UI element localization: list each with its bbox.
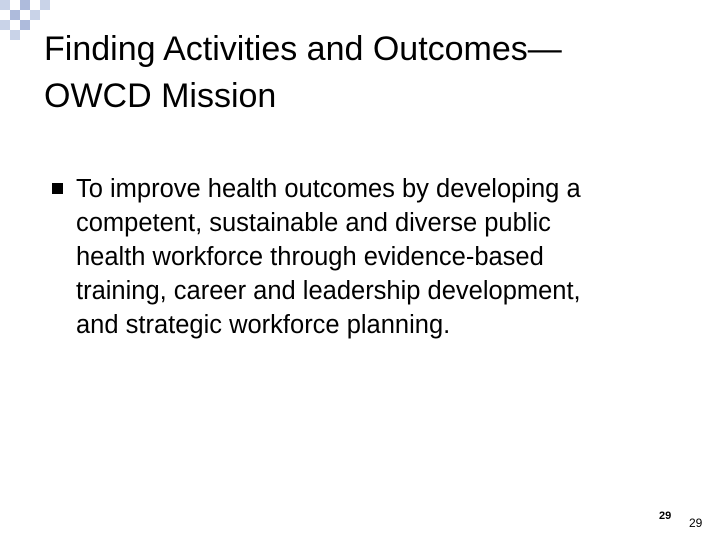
pattern-square (20, 20, 30, 30)
pattern-square (40, 0, 50, 10)
bullet-list (52, 172, 712, 342)
pattern-square (30, 10, 40, 20)
bullet-text-line: training, career and leadership development, (76, 277, 581, 305)
square-bullet-icon (52, 183, 63, 194)
bullet-item (52, 172, 712, 342)
pattern-square (0, 0, 10, 10)
slide-number-bold: 29 (659, 510, 672, 522)
bullet-text-line: competent, sustainable and diverse public (76, 209, 551, 237)
slide-number: 29 (689, 516, 703, 530)
pattern-square (20, 0, 30, 10)
pattern-square (10, 10, 20, 20)
bullet-text-line: and strategic workforce planning. (76, 311, 451, 339)
pattern-square (10, 30, 20, 40)
pattern-square (0, 20, 10, 30)
bullet-text-line: health workforce through evidence-based (76, 243, 544, 271)
bullet-text-line: To improve health outcomes by developing a (76, 175, 581, 203)
slide-title-line: Finding Activities and Outcomes— (44, 30, 562, 68)
slide-title (44, 26, 684, 120)
slide-title-line: OWCD Mission (44, 77, 277, 115)
